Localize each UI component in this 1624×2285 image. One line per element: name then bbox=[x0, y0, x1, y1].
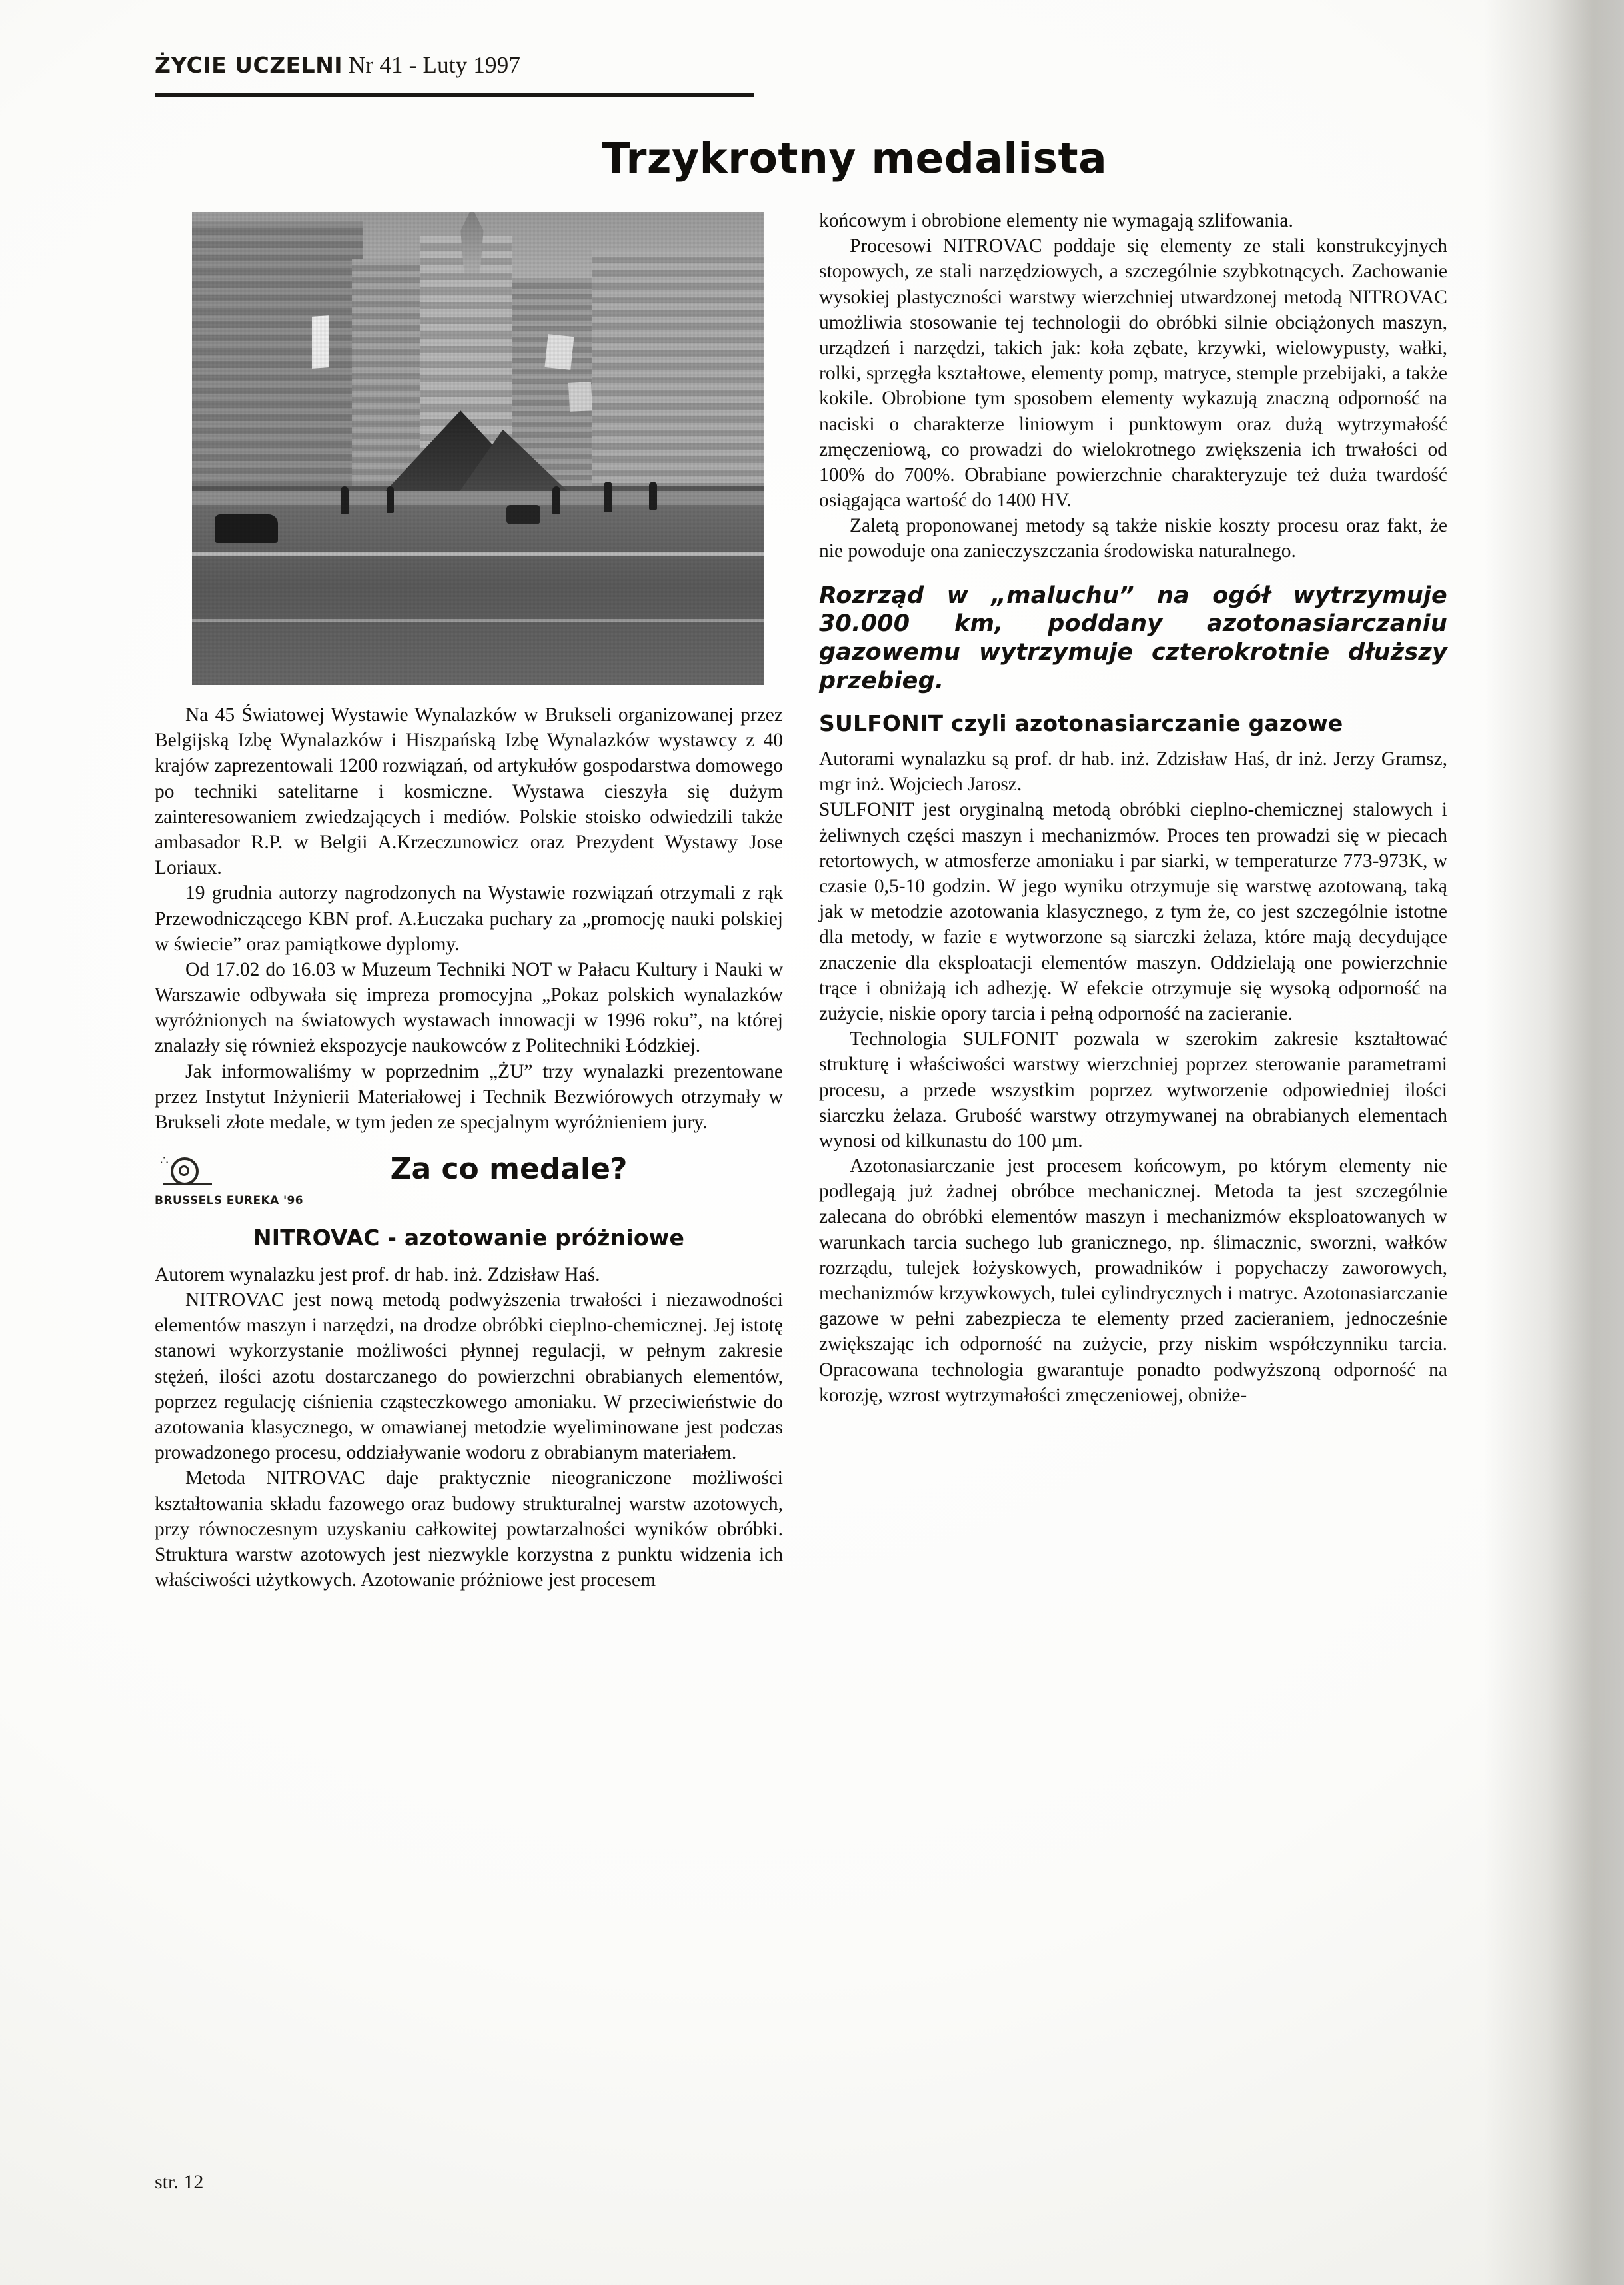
page-content bbox=[155, 52, 1447, 1593]
right-column bbox=[819, 208, 1447, 1408]
emblem-dots: ∴ bbox=[160, 1152, 171, 1169]
photo-grain-overlay bbox=[192, 212, 764, 685]
paragraph: Azotonasiarczanie jest procesem końcowym, po którym elementy nie podlegają już żadnej obróbce mechanicznej. Metoda ta jest szczególnie zalecana do obróbki elementów maszyn i mechanizmów eksploatowanych w warunkach tarcia suchego lub granicznego, np. ślimacznic, sworzni, wałków rozrządu, tulejek łożyskowych, prowadników i popychaczy zaworowych, mechanizmów krzywkowych, tulei cylindrycznych i matryc. Azotonasiarczanie gazowe w pełni zabezpiecza te elementy przed zacieraniem, jednocześnie zwiększając ich odporność na zużycie, przy niskim współczynniku tarcia. Opracowana technologia gwarantuje ponadto podwyższoną odporność na korozję, wzrost wytrzymałości zmęczeniowej, obniże- bbox=[819, 1155, 1447, 1406]
eureka-caption: BRUSSELS EUREKA '96 bbox=[155, 1194, 304, 1208]
journal-title: ŻYCIE UCZELNI bbox=[155, 52, 343, 78]
page-number: str. 12 bbox=[155, 2171, 204, 2193]
paragraph: Jak informowaliśmy w poprzednim „ŻU” trzy wynalazki prezentowane przez Instytut Inżynierii Materiałowej i Technik Bezwiórowych otrzymały w Brukseli złote medale, w tym jeden ze specjalnym wyróżnieniem jury. bbox=[155, 1060, 783, 1133]
subheading-nitrovac: NITROVAC - azotowanie próżniowe bbox=[253, 1225, 685, 1251]
header-rule bbox=[155, 93, 754, 97]
paragraph: NITROVAC jest nową metodą podwyższenia trwałości i niezawodności elementów maszyn i narzędzi, na drodze obróbki cieplno-chemicznej. Jej istotę stanowi wykorzystanie możliwości płynnej regulacji, w pełnym zakresie stężeń, ilości azotu dostarczanego do powierzchni obrabianych elementów, poprzez regulację ciśnienia cząsteczkowego amoniaku. W przeciwieństwie do azotowania klasycznego, w omawianej metodzie wyeliminowane jest podczas prowadzonego procesu, oddziaływanie wodoru z obrabianym materiałem. bbox=[155, 1289, 783, 1464]
paper-edge-shadow bbox=[1596, 0, 1624, 2285]
eureka-logo-block bbox=[155, 1149, 783, 1213]
left-column bbox=[155, 208, 783, 1593]
pull-quote: Rozrząd w „maluchu” na ogół wytrzymuje 30.000 km, poddany azotonasiarczaniu gazowemu wytrzymuje czterokrotnie dłuższy przebieg. bbox=[819, 582, 1447, 694]
article-photo bbox=[192, 212, 764, 685]
paragraph: Autorami wynalazku są prof. dr hab. inż. Zdzisław Haś, dr inż. Jerzy Gramsz, mgr inż. Wojciech Jarosz. bbox=[819, 748, 1447, 796]
two-column-body bbox=[155, 208, 1447, 1593]
paragraph: Metoda NITROVAC daje praktycznie nieograniczone możliwości kształtowania składu fazowego oraz budowy strukturalnej warstw azotowych, przy równoczesnym uzyskaniu całkowitej powtarzalności wyników obróbki. Struktura warstw azotowych jest niezwykle korzystna z punktu widzenia ich właściwości użytkowych. Azotowanie próżniowe jest procesem bbox=[155, 1467, 783, 1591]
issue-number: Nr 41 - Luty 1997 bbox=[349, 52, 521, 78]
paragraph: końcowym i obrobione elementy nie wymagają szlifowania. bbox=[819, 210, 1293, 231]
paragraph: 19 grudnia autorzy nagrodzonych na Wystawie rozwiązań otrzymali z rąk Przewodniczącego KBN prof. A.Łuczaka puchary za „promocję nauki polskiej w świecie” oraz pamiątkowe dyplomy. bbox=[155, 882, 783, 955]
paragraph: Od 17.02 do 16.03 w Muzeum Techniki NOT w Pałacu Kultury i Nauki w Warszawie odbywała się impreza promocyjna „Pokaz polskich wynalazków wyróżnionych na światowych wystawach innowacji w 1996 roku”, na której znalazły się również ekspozycje naukowców z Politechniki Łódzkiej. bbox=[155, 958, 783, 1057]
article-title: Trzykrotny medalista bbox=[601, 134, 1108, 183]
paragraph: Technologia SULFONIT pozwala w szerokim zakresie kształtować strukturę i właściwości warstwy wierzchniej poprzez sterowanie parametrami procesu, a przede wszystkim poprzez wytworzenie odpowiedniej ilości siarczku żelaza. Grubość warstwy otrzymywanej na obrabianych elementach wynosi od kilkunastu do 100 µm. bbox=[819, 1028, 1447, 1151]
paragraph: SULFONIT jest oryginalną metodą obróbki cieplno-chemicznej stalowych i żeliwnych części maszyn i mechanizmów. Proces ten prowadzi się w piecach retortowych, w atmosferze amoniaku i par siarki, w temperaturze 773-973K, w czasie 0,5-10 godzin. W jego wyniku otrzymuje się warstwę azotowaną, taką jak w metodzie azotowania klasycznego, z tym że, co jest szczególnie istotne dla metody, w fazie ε wytworzone są siarczki żelaza, które mają decydujące znaczenie dla eksploatacji elementów maszyn. Oddzielają one powierzchnie trące i obniżają ich adhezję. W efekcie otrzymuje się wysoką odporność na zużycie, niskie opory tarcia i pełną odporność na zacieranie. bbox=[819, 799, 1447, 1024]
masthead bbox=[155, 52, 1447, 79]
section-heading-za-co-medale: Za co medale? bbox=[390, 1152, 628, 1187]
paragraph: Zaletą proponowanej metody są także niskie koszty procesu oraz fakt, że nie powoduje ona zanieczyszczania środowiska naturalnego. bbox=[819, 515, 1447, 562]
paragraph: Autorem wynalazku jest prof. dr hab. inż. Zdzisław Haś. bbox=[155, 1263, 600, 1285]
subheading-sulfonit: SULFONIT czyli azotonasiarczanie gazowe bbox=[819, 710, 1343, 737]
paragraph: Procesowi NITROVAC poddaje się elementy ze stali konstrukcyjnych stopowych, ze stali narzędziowych, a szczególnie szybkotnących. Zachowanie wysokiej plastyczności warstwy wierzchniej utwardzonej metodą NITROVAC umożliwia stosowanie tej technologii do obróbki silnie obciążonych maszyn, urządzeń i narzędzi, takich jak: koła zębate, krzywki, wielowypusty, wałki, rolki, sprzęgła kształtowe, elementy pomp, matryce, stemple przebijaki, a także kokile. Obrobione tym sposobem elementy wykazują znaczną odporność na naciski o charakterze liniowym i punktowym oraz dużą wytrzymałość zmęczeniową, co prowadzi do wielokrotnego zwiększenia ich trwałości od 100% do 700%. Obrabiane powierzchnie charakteryzuje też duża twardość osiągająca wartość do 1400 HV. bbox=[819, 235, 1447, 512]
paragraph: Na 45 Światowej Wystawie Wynalazków w Brukseli organizowanej przez Belgijską Izbę Wynalazków i Hiszpańską Izbę Wynalazków wystawcy z 40 krajów zaprezentowali 1200 rozwiązań, od artykułów gospodarstwa domowego po techniki satelitarne i kosmiczne. Wystawa cieszyła się dużym zainteresowaniem zwiedzających i mediów. Polskie stoisko odwiedzili także ambasador R.P. w Belgii A.Krzeczunowicz oraz Prezydent Wystawy Jose Loriaux. bbox=[155, 704, 783, 879]
